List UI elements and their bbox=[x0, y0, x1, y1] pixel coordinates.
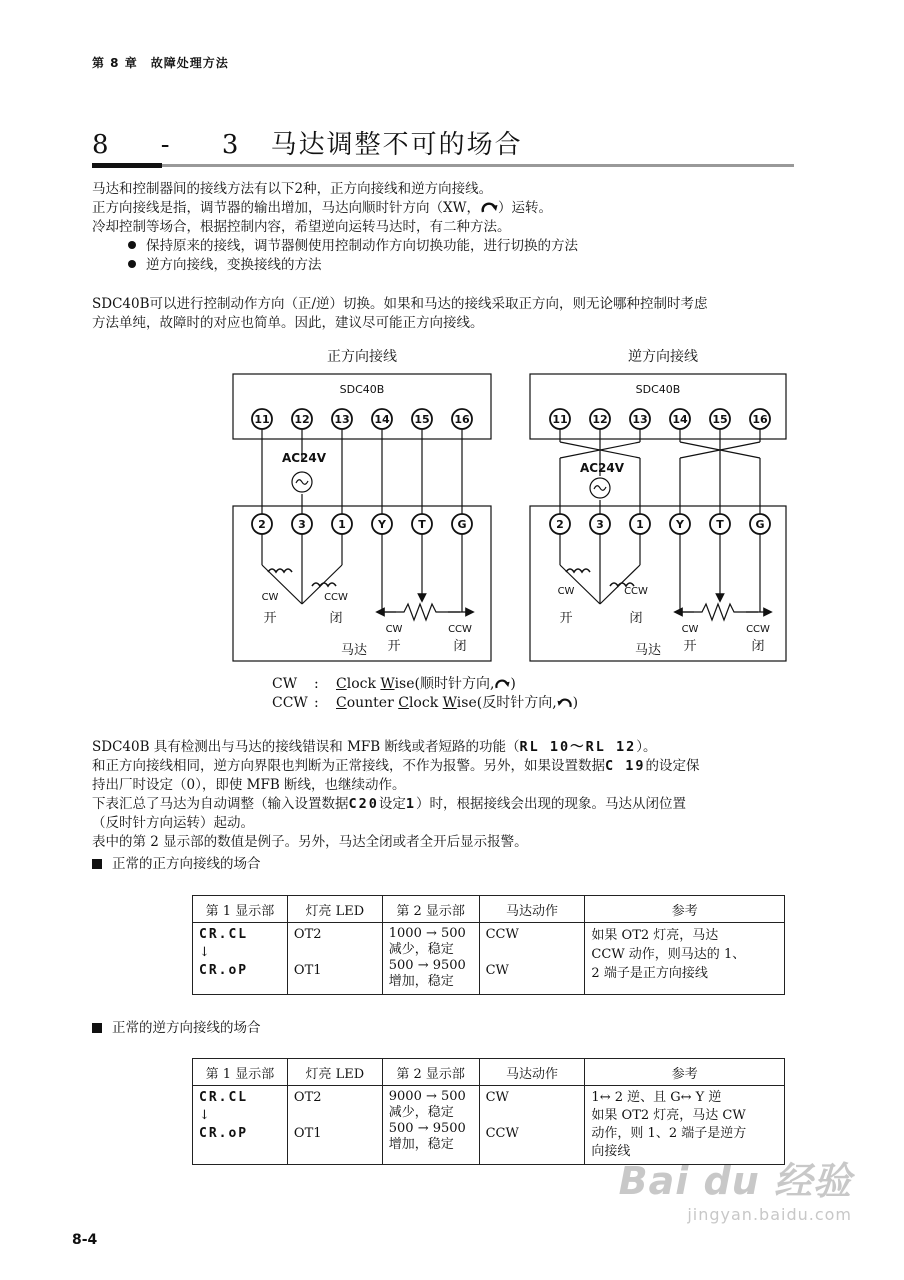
forward-wiring-title: 正方向接线 bbox=[327, 349, 397, 365]
clockwise-arrow-icon bbox=[480, 201, 498, 213]
display2-value: 500 → 9500 bbox=[388, 958, 466, 973]
table2-heading-text: 正常的逆方向接线的场合 bbox=[112, 1020, 261, 1036]
motor-terminal-label: Y bbox=[378, 518, 386, 531]
bullet-item-2-text: 逆方向接线，变换接线的方法 bbox=[146, 257, 322, 273]
reference-line: CCW 动作，则马达的 1、 bbox=[591, 947, 746, 962]
para3-text: ）。 bbox=[636, 739, 657, 755]
table-header: 马达动作 bbox=[479, 1059, 585, 1086]
bullet-dot-icon bbox=[128, 260, 136, 268]
table1-heading bbox=[92, 855, 261, 874]
display2-value: 减少，稳定 bbox=[388, 1105, 454, 1120]
motor-terminal-label: 3 bbox=[596, 518, 604, 531]
display2-cell bbox=[382, 1086, 479, 1165]
title-rule-thin bbox=[162, 164, 794, 167]
led-value: OT1 bbox=[293, 1126, 322, 1141]
ccw-label: CCW bbox=[448, 624, 472, 635]
led-value: OT2 bbox=[293, 1090, 322, 1105]
display1-cell bbox=[193, 1086, 288, 1165]
bullet-item-2 bbox=[128, 256, 322, 275]
table-header: 灯亮 LED bbox=[287, 1059, 382, 1086]
lcd-code: CR.oP bbox=[199, 1126, 249, 1141]
legend-colon: : bbox=[314, 695, 319, 711]
close-label: 闭 bbox=[751, 639, 765, 654]
para3-line-6: 表中的第 2 显示部的数值是例子。另外，马达全闭或者全开后显示报警。 bbox=[92, 834, 528, 850]
action-cell bbox=[479, 1086, 585, 1165]
motor-terminal-label: 1 bbox=[636, 518, 644, 531]
motor-terminal-label: 3 bbox=[298, 518, 306, 531]
intro-line-3: 冷却控制等场合，根据控制内容，希望逆向运转马达时，有二种方法。 bbox=[92, 219, 511, 235]
bullet-dot-icon bbox=[128, 241, 136, 249]
motor-terminal-label: 1 bbox=[338, 518, 346, 531]
reference-line: 如果 OT2 灯亮，马达 CW bbox=[591, 1108, 746, 1123]
bullet-item-1-text: 保持原来的接线，调节器侧使用控制动作方向切换功能，进行切换的方法 bbox=[146, 238, 578, 254]
ccw-label: CCW bbox=[324, 592, 348, 603]
close-label: 闭 bbox=[329, 611, 343, 626]
led-cell bbox=[287, 923, 382, 995]
section-number: 8 - 3 bbox=[92, 130, 261, 160]
watermark bbox=[619, 1150, 852, 1224]
ccw-label: CCW bbox=[746, 624, 770, 635]
para3-text: 下表汇总了马达为自动调整（输入设置数据 bbox=[92, 796, 349, 812]
para3-line-3: 持出厂时设定（0），即使 MFB 断线，也继续动作。 bbox=[92, 777, 406, 793]
page-number: 8-4 bbox=[72, 1232, 98, 1248]
clockwise-arrow-icon bbox=[494, 678, 510, 689]
setting-value: 1 bbox=[405, 796, 417, 812]
controller-label: SDC40B bbox=[339, 383, 385, 396]
reference-cell bbox=[585, 923, 785, 995]
legend-word: ise(反时针方向, bbox=[456, 695, 557, 711]
counterclockwise-arrow-icon bbox=[557, 697, 573, 708]
bullet-item-1 bbox=[128, 237, 578, 256]
square-bullet-icon bbox=[92, 859, 102, 869]
action-value: CCW bbox=[485, 1126, 519, 1141]
motor-label: 马达 bbox=[340, 643, 368, 658]
legend-ccw bbox=[272, 693, 578, 713]
terminal-label: 16 bbox=[454, 413, 470, 426]
lcd-code: CR.CL bbox=[199, 927, 249, 942]
terminal-label: 16 bbox=[752, 413, 768, 426]
display2-value: 增加，稳定 bbox=[388, 1137, 454, 1152]
close-label: 闭 bbox=[629, 611, 643, 626]
reference-line: 2 端子是正方向接线 bbox=[591, 966, 708, 981]
table-header: 第 1 显示部 bbox=[193, 1059, 288, 1086]
controller-label: SDC40B bbox=[635, 383, 681, 396]
motor-terminal-label: T bbox=[418, 518, 426, 531]
table-header: 第 2 显示部 bbox=[382, 1059, 479, 1086]
legend-word: lock bbox=[408, 695, 443, 711]
chapter-header: 第 8 章 故障处理方法 bbox=[92, 56, 229, 70]
table-forward bbox=[192, 895, 785, 995]
para2-line-1: SDC40B可以进行控制动作方向（正/逆）切换。如果和马达的接线采取正方向，则无论哪种控制时考虑 bbox=[92, 296, 708, 312]
motor-label: 马达 bbox=[634, 643, 662, 658]
reference-line: 1↔ 2 逆、且 G↔ Y 逆 bbox=[591, 1090, 722, 1105]
legend-initial: W bbox=[442, 695, 457, 711]
lcd-code: CR.oP bbox=[199, 963, 249, 978]
legend-cw bbox=[272, 674, 516, 694]
terminal-label: 15 bbox=[414, 413, 430, 426]
table-reverse bbox=[192, 1058, 785, 1165]
para3-line-5: （反时针方向运转）起动。 bbox=[92, 815, 254, 831]
para3-text: 和正方向接线相同，逆方向界限也判断为正常接线，不作为报警。另外，如果设置数据 bbox=[92, 758, 605, 774]
section-title bbox=[92, 124, 523, 161]
display2-value: 增加，稳定 bbox=[388, 974, 454, 989]
para3-line-2 bbox=[92, 757, 700, 776]
para3-text: 的设定保 bbox=[645, 758, 700, 774]
legend-word: lock bbox=[346, 676, 381, 692]
open-label: 开 bbox=[683, 639, 697, 654]
display2-value: 9000 → 500 bbox=[388, 1089, 466, 1104]
legend-initial: C bbox=[336, 695, 347, 711]
open-label: 开 bbox=[263, 611, 277, 626]
open-label: 开 bbox=[387, 639, 401, 654]
motor-terminal-label: 2 bbox=[258, 518, 266, 531]
table-header-row bbox=[193, 1059, 785, 1086]
cw-label: CW bbox=[681, 624, 699, 635]
display1-cell bbox=[193, 923, 288, 995]
cw-label: CW bbox=[385, 624, 403, 635]
para3-text: ）时，根据接线会出现的现象。马达从闭位置 bbox=[416, 796, 687, 812]
led-value: OT2 bbox=[293, 927, 322, 942]
square-bullet-icon bbox=[92, 1023, 102, 1033]
intro-line-2-text: 正方向接线是指，调节器的输出增加，马达向顺时针方向（XW， bbox=[92, 200, 480, 216]
action-value: CW bbox=[485, 1090, 509, 1105]
terminal-label: 14 bbox=[672, 413, 688, 426]
table-header: 第 1 显示部 bbox=[193, 896, 288, 923]
display2-cell bbox=[382, 923, 479, 995]
reference-line: 向接线 bbox=[591, 1144, 631, 1159]
table-header: 第 2 显示部 bbox=[382, 896, 479, 923]
motor-terminal-label: G bbox=[755, 518, 765, 531]
title-rule-thick bbox=[92, 163, 162, 168]
down-arrow: ↓ bbox=[199, 945, 210, 960]
led-value: OT1 bbox=[293, 963, 322, 978]
open-label: 开 bbox=[559, 611, 573, 626]
watermark-brand: Bai du 经验 bbox=[618, 1159, 852, 1203]
para3-text: SDC40B 具有检测出与马达的接线错误和 MFB 断线或者短路的功能（ bbox=[92, 739, 520, 755]
legend-colon: : bbox=[314, 676, 319, 692]
para3-line-1 bbox=[92, 738, 657, 757]
ccw-label: CCW bbox=[624, 586, 648, 597]
cw-label: CW bbox=[261, 592, 279, 603]
setting-code: C20 bbox=[348, 796, 379, 812]
table-header: 参考 bbox=[585, 896, 785, 923]
terminal-label: 13 bbox=[334, 413, 350, 426]
terminal-label: 14 bbox=[374, 413, 390, 426]
legend-cw-abbr: CW bbox=[272, 676, 298, 692]
table2-heading bbox=[92, 1019, 261, 1038]
legend-end: ) bbox=[572, 695, 579, 711]
display2-value: 1000 → 500 bbox=[388, 926, 466, 941]
legend-initial: C bbox=[398, 695, 409, 711]
motor-terminal-label: Y bbox=[676, 518, 684, 531]
led-cell bbox=[287, 1086, 382, 1165]
motor-terminal-label: G bbox=[457, 518, 467, 531]
table-row bbox=[193, 923, 785, 995]
table-header: 灯亮 LED bbox=[287, 896, 382, 923]
motor-box bbox=[233, 506, 491, 661]
action-value: CCW bbox=[485, 927, 519, 942]
watermark-url: jingyan.baidu.com bbox=[687, 1205, 852, 1224]
reference-line: 如果 OT2 灯亮，马达 bbox=[591, 928, 719, 943]
action-value: CW bbox=[485, 963, 509, 978]
intro-line-1: 马达和控制器间的接线方法有以下2种，正方向接线和逆方向接线。 bbox=[92, 181, 493, 197]
wiring-diagram bbox=[0, 340, 904, 670]
terminal-label: 11 bbox=[552, 413, 568, 426]
table1-heading-text: 正常的正方向接线的场合 bbox=[112, 856, 261, 872]
legend-initial: C bbox=[336, 676, 347, 692]
reference-line: 动作，则 1、2 端子是逆方 bbox=[591, 1126, 747, 1141]
para3-line-4 bbox=[92, 795, 686, 814]
power-label: AC24V bbox=[281, 451, 327, 465]
terminal-label: 15 bbox=[712, 413, 728, 426]
terminal-label: 12 bbox=[592, 413, 608, 426]
para3-text: 设定 bbox=[378, 796, 406, 812]
motor-terminal-label: 2 bbox=[556, 518, 564, 531]
action-cell bbox=[479, 923, 585, 995]
legend-initial: W bbox=[380, 676, 395, 692]
down-arrow: ↓ bbox=[199, 1108, 210, 1123]
reverse-wiring-title: 逆方向接线 bbox=[628, 349, 698, 365]
intro-line-2 bbox=[92, 199, 552, 218]
terminal-label: 13 bbox=[632, 413, 648, 426]
legend-end: ) bbox=[510, 676, 516, 692]
terminal-label: 11 bbox=[254, 413, 270, 426]
terminal-label: 12 bbox=[294, 413, 310, 426]
section-title-text: 马达调整不可的场合 bbox=[270, 130, 523, 160]
lcd-code: CR.CL bbox=[199, 1090, 249, 1105]
power-label: AC24V bbox=[579, 461, 625, 475]
display2-value: 减少，稳定 bbox=[388, 942, 454, 957]
motor-terminal-label: T bbox=[716, 518, 724, 531]
legend-ccw-abbr: CCW bbox=[272, 695, 308, 711]
legend-word: ounter bbox=[346, 695, 399, 711]
alarm-code: RL 10～RL 12 bbox=[519, 739, 637, 755]
display2-value: 500 → 9500 bbox=[388, 1121, 466, 1136]
para2-line-2: 方法单纯，故障时的对应也简单。因此，建议尽可能正方向接线。 bbox=[92, 315, 484, 331]
setting-code: C 19 bbox=[605, 758, 646, 774]
intro-line-2-end: ）运转。 bbox=[498, 200, 552, 216]
table-header-row bbox=[193, 896, 785, 923]
table-header: 马达动作 bbox=[479, 896, 585, 923]
table-header: 参考 bbox=[585, 1059, 785, 1086]
legend-word: ise(顺时针方向, bbox=[394, 676, 495, 692]
close-label: 闭 bbox=[453, 639, 467, 654]
cw-label: CW bbox=[557, 586, 575, 597]
